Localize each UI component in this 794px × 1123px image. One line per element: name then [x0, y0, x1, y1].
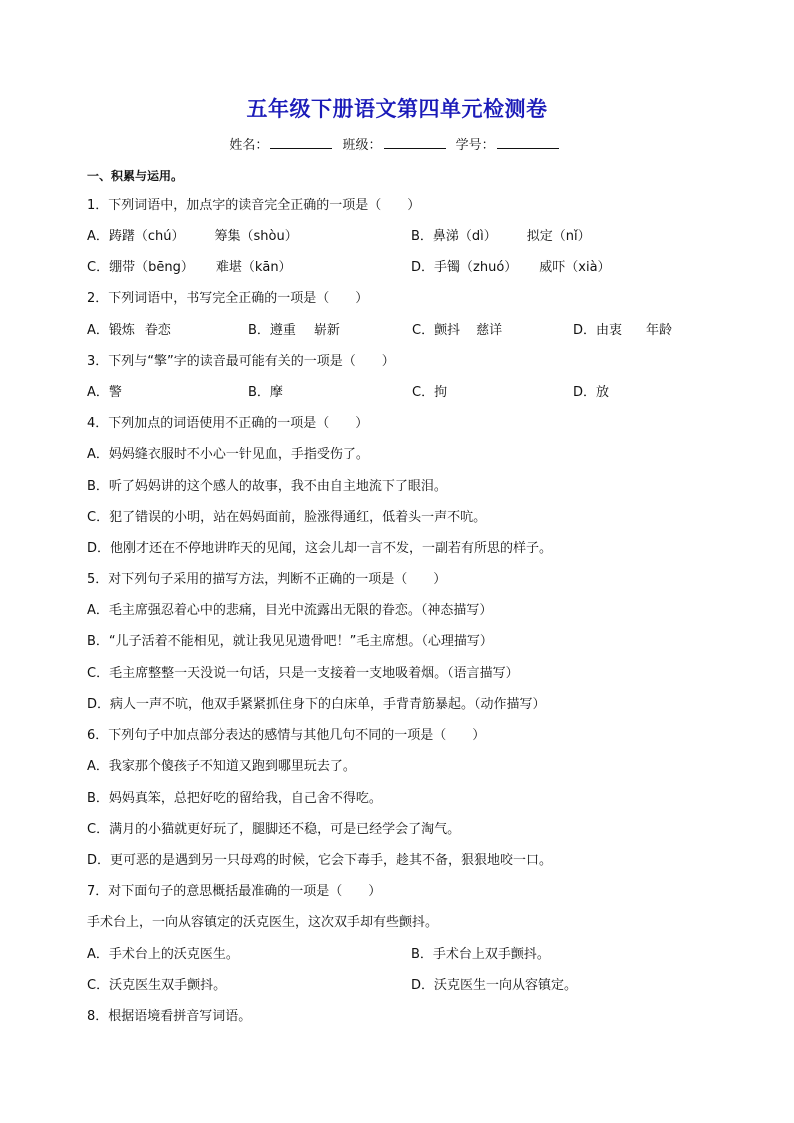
id-label: 学号：	[455, 138, 495, 153]
option-c-word-1: C．颤抖	[412, 323, 461, 338]
question-6-stem: 6．下列句子中加点部分表达的感情与其他几句不同的一项是（ ）	[87, 728, 486, 743]
question-1-option-d	[411, 259, 611, 277]
question-2-option-c	[412, 322, 502, 340]
section-heading: 一、积累与运用。	[87, 169, 184, 183]
question-6-option-b: B．妈妈真笨，总把好吃的留给我，自己舍不得吃。	[87, 791, 382, 806]
question-7-option-c: C．沃克医生双手颤抖。	[87, 978, 227, 993]
question-5-option-a: A．毛主席强忍着心中的悲痛，目光中流露出无限的眷恋。（神态描写）	[87, 603, 493, 618]
question-3-option-d: D．放	[573, 385, 610, 400]
question-7-option-b: B．手术台上双手颤抖。	[411, 947, 550, 962]
question-1-option-b	[411, 228, 591, 246]
question-6-option-c: C．满月的小猫就更好玩了，腿脚还不稳，可是已经学会了淘气。	[87, 822, 461, 837]
question-1-option-c	[87, 259, 292, 277]
question-4-option-a: A．妈妈缝衣服时不小心一针见血，手指受伤了。	[87, 447, 369, 462]
page-title: 五年级下册语文第四单元检测卷	[246, 97, 548, 121]
question-4-stem: 4．下列加点的词语使用不正确的一项是（ ）	[87, 416, 369, 431]
option-c-word-1: C．绷带（bēng）	[87, 260, 194, 275]
option-b-word-2: 崭新	[313, 323, 340, 338]
question-1-option-a	[87, 228, 298, 246]
question-6-option-d: D．更可恶的是遇到另一只母鸡的时候，它会下毒手，趁其不备，狠狠地咬一口。	[87, 853, 553, 868]
option-b-word-2: 拟定（nǐ）	[526, 229, 591, 244]
question-6-option-a: A．我家那个傻孩子不知道又跑到哪里玩去了。	[87, 759, 356, 774]
id-blank[interactable]	[497, 136, 559, 149]
option-d-word-1: D．由衷	[573, 323, 623, 338]
question-1-stem: 1．下列词语中，加点字的读音完全正确的一项是（ ）	[87, 198, 421, 213]
question-7-stem: 7．对下面句子的意思概括最准确的一项是（ ）	[87, 884, 382, 899]
option-c-word-2: 慈详	[476, 323, 503, 338]
class-blank[interactable]	[384, 136, 446, 149]
option-a-word-2: 眷恋	[144, 323, 171, 338]
option-a-word-2: 筹集（shòu）	[214, 229, 298, 244]
question-2-stem: 2．下列词语中，书写完全正确的一项是（ ）	[87, 291, 369, 306]
question-3-option-c: C．拘	[412, 385, 448, 400]
question-2-option-b	[248, 322, 340, 340]
question-2-option-a	[87, 322, 171, 340]
question-5-option-c: C．毛主席整整一天没说一句话，只是一支接着一支地吸着烟。（语言描写）	[87, 666, 519, 681]
question-3-option-b: B．摩	[248, 385, 283, 400]
option-d-word-2: 威吓（xià）	[539, 260, 611, 275]
name-blank[interactable]	[270, 136, 332, 149]
question-7-sentence: 手术台上，一向从容镇定的沃克医生，这次双手却有些颤抖。	[87, 915, 439, 930]
question-7-option-a: A．手术台上的沃克医生。	[87, 947, 239, 962]
question-4-option-d: D．他刚才还在不停地讲昨天的见闻，这会儿却一言不发，一副若有所思的样子。	[87, 541, 553, 556]
option-a-word-1: A．锻炼	[87, 323, 135, 338]
question-5-option-b: B．“儿子活着不能相见，就让我见见遗骨吧！”毛主席想。（心理描写）	[87, 634, 493, 649]
question-2-option-d	[573, 322, 672, 340]
question-5-stem: 5．对下列句子采用的描写方法，判断不正确的一项是（ ）	[87, 572, 447, 587]
option-b-word-1: B．遵重	[248, 323, 296, 338]
question-3-option-a: A．警	[87, 385, 122, 400]
question-3-stem: 3．下列与“擎”字的读音最可能有关的一项是（ ）	[87, 354, 395, 369]
option-d-word-2: 年龄	[646, 323, 673, 338]
question-4-option-c: C．犯了错误的小明，站在妈妈面前，脸涨得通红，低着头一声不吭。	[87, 510, 487, 525]
option-b-word-1: B．鼻涕（dì）	[411, 229, 497, 244]
option-d-word-1: D．手镯（zhuó）	[411, 260, 518, 275]
option-c-word-2: 难堪（kān）	[215, 260, 292, 275]
name-label: 姓名：	[229, 138, 269, 153]
question-7-option-d: D．沃克医生一向从容镇定。	[411, 978, 578, 993]
question-8-stem: 8．根据语境看拼音写词语。	[87, 1009, 252, 1024]
student-info-line	[0, 134, 794, 153]
question-5-option-d: D．病人一声不吭，他双手紧紧抓住身下的白床单，手背青筋暴起。（动作描写）	[87, 697, 546, 712]
class-label: 班级：	[342, 138, 382, 153]
option-a-word-1: A．踌躇（chú）	[87, 229, 185, 244]
question-4-option-b: B．听了妈妈讲的这个感人的故事，我不由自主地流下了眼泪。	[87, 479, 447, 494]
